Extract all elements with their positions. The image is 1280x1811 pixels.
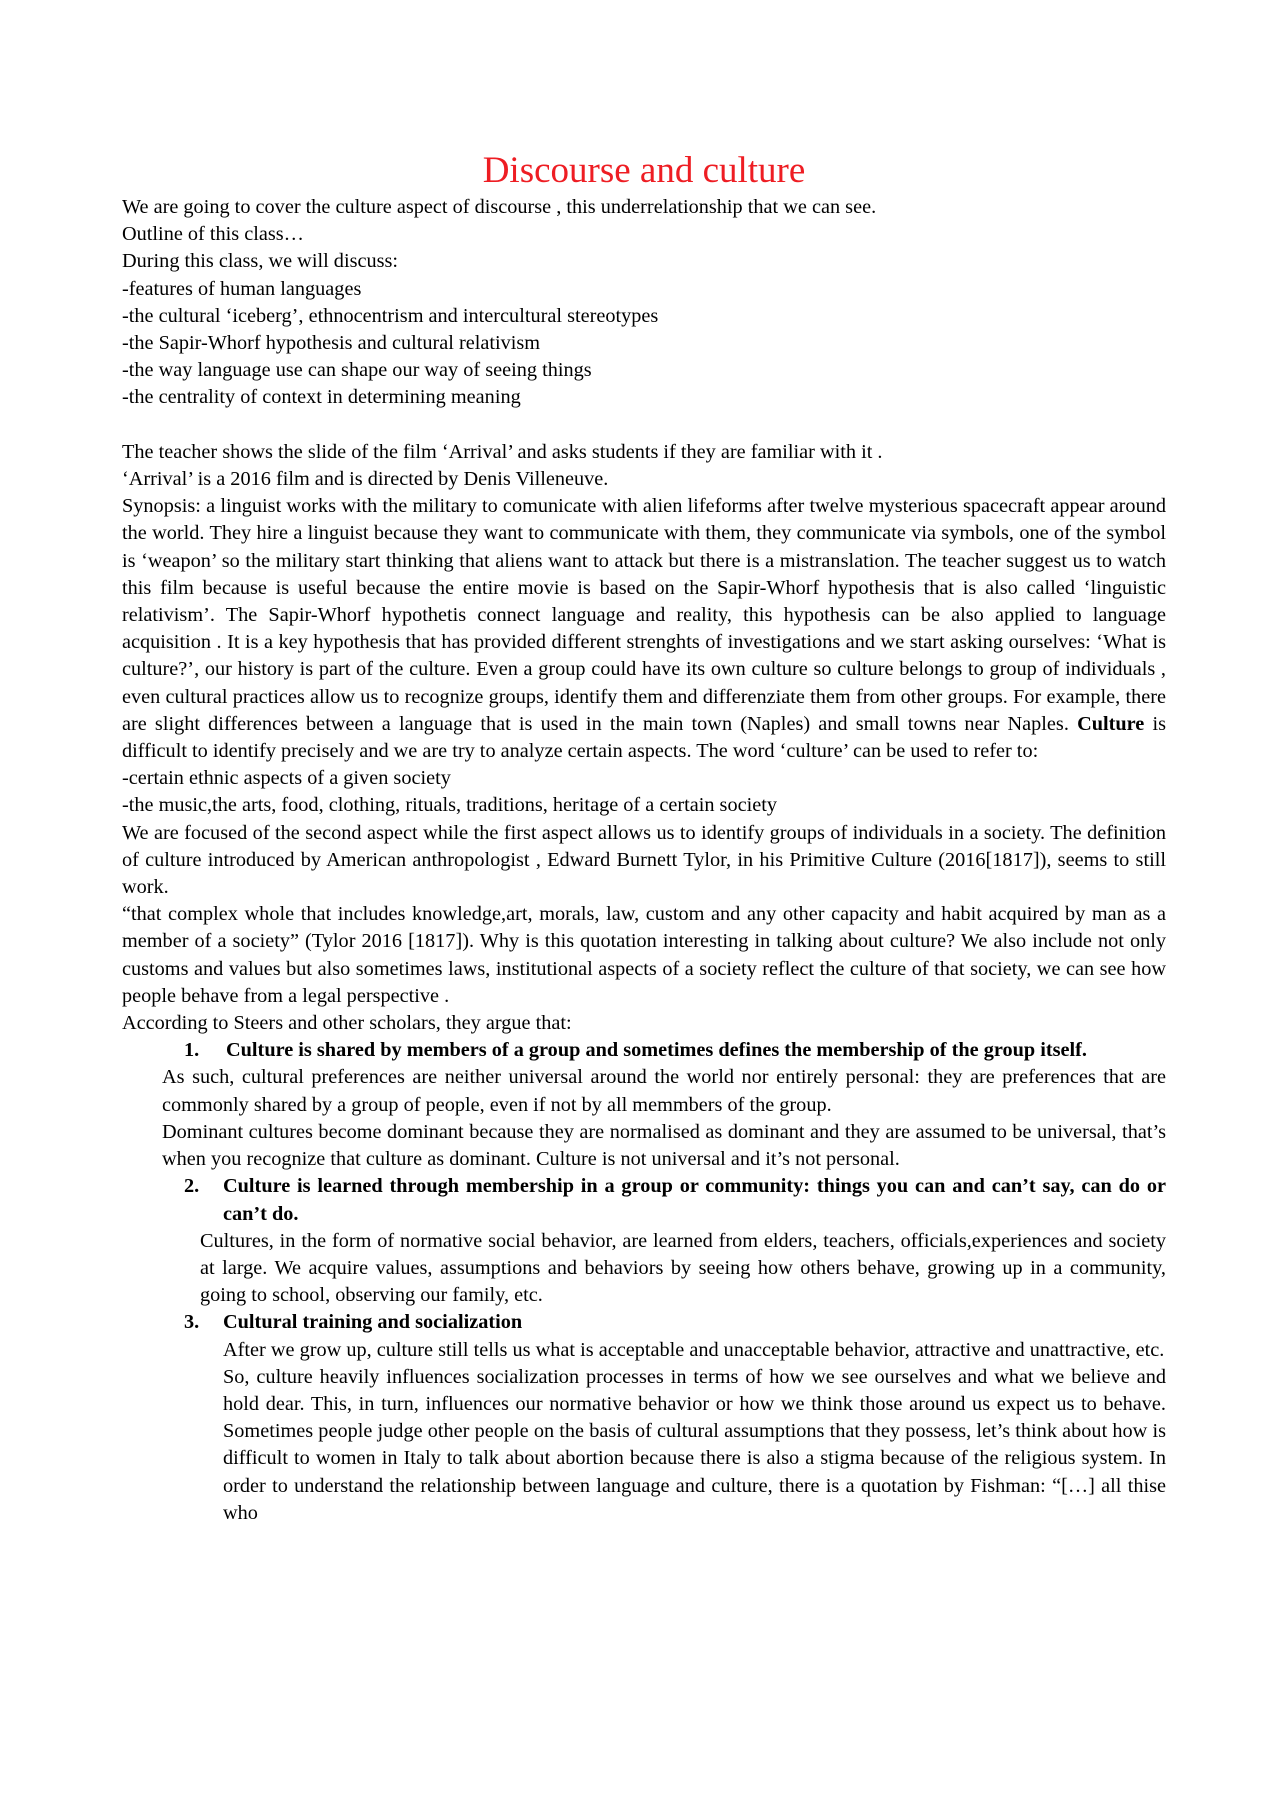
arrival-info-line: ‘Arrival’ is a 2016 film and is directed by Denis Villeneuve.	[122, 468, 609, 491]
culture-bold-term: Culture	[1077, 712, 1145, 735]
outline-bullet: -the cultural ‘iceberg’, ethnocentrism and intercultural stereotypes	[122, 304, 659, 327]
document-title: Discourse and culture	[482, 150, 806, 191]
list-item-paragraph: Dominant cultures become dominant because they are normalised as dominant and they are assumed to be universal, that’s when you recognize that culture as dominant. Culture is not universal and it’s not personal.	[162, 1120, 1166, 1171]
outline-bullet: -the way language use can shape our way of seeing things	[122, 359, 592, 382]
list-item-paragraph: After we grow up, culture still tells us what is acceptable and unacceptable behavior, attractive and unattractive, etc.	[223, 1338, 1165, 1361]
list-number: 2.	[184, 1175, 200, 1198]
tylor-quote-paragraph: “that complex whole that includes knowledge,art, morals, law, custom and any other capacity and habit acquired by man as a member of a society” (Tylor 2016 [1817]). Why is this quotation interesting in talking about culture? We also include not only customs and values but also sometimes laws, institutional aspects of a society reflect the culture of that society, we can see how people behave from a legal perspective .	[122, 903, 1166, 1007]
list-item-paragraph: As such, cultural preferences are neither universal around the world nor entirely personal: they are preferences that are commonly shared by a group of people, even if not by all memmbers of the group.	[162, 1066, 1166, 1116]
outline-bullet: -features of human languages	[122, 277, 362, 300]
discuss-line: During this class, we will discuss:	[122, 250, 399, 273]
list-number: 3.	[184, 1311, 200, 1334]
arrival-line: The teacher shows the slide of the film ‘Arrival’ and asks students if they are familiar with it .	[122, 440, 883, 463]
list-number: 1.	[184, 1039, 200, 1062]
list-item-paragraph: Cultures, in the form of normative social behavior, are learned from elders, teachers, officials,experiences and society at large. We acquire values, assumptions and behaviors by seeing how others behave, growing up in a community, going to school, observing our family, etc.	[200, 1229, 1166, 1307]
tylor-paragraph: We are focused of the second aspect while the first aspect allows us to identify groups of individuals in a society. The definition of culture introduced by American anthropologist , Edward Burnett Tylor, in his Primitive Culture (2016[1817]), seems to still work.	[122, 821, 1166, 899]
list-item-paragraph: So, culture heavily influences socialization processes in terms of how we see ourselves and what we believe and hold dear. This, in turn, influences our normative behavior or how we think those around us expect us to behave. Sometimes people judge other people on the basis of cultural assumptions that they possess, let’s think about how is difficult to women in Italy to talk about abortion because there is also a stigma because of the religious system. In order to understand the relationship between language and culture, there is a quotation by Fishman: “[…] all thise who	[223, 1365, 1166, 1524]
outline-bullet: -the centrality of context in determining meaning	[122, 386, 521, 409]
list-item-3-heading	[122, 1309, 1166, 1336]
list-item-2-heading	[122, 1173, 1166, 1227]
list-heading: Culture is learned through membership in a group or community: things you can and can’t say, can do or can’t do.	[223, 1175, 1166, 1225]
outline-bullet: -the Sapir-Whorf hypothesis and cultural relativism	[122, 332, 541, 355]
list-heading: Culture is shared by members of a group and sometimes defines the membership of the group itself.	[226, 1039, 1088, 1062]
synopsis-text: Synopsis: a linguist works with the military to comunicate with alien lifeforms after twelve mysterious spacecraft appear around the world. They hire a linguist because they want to communicate with them, they communicate via symbols, one of the symbol is ‘weapon’ so the military start thinking that aliens want to attack but there is a mistranslation. The teacher suggest us to watch this film because is useful because the entire movie is based on the Sapir-Whorf hypothesis that is also called ‘linguistic relativism’. The Sapir-Whorf hypothetis connect language and reality, this hypothesis can be also applied to language acquisition . It is a key hypothesis that has provided different strenghts of investigations and we start asking ourselves: ‘What is culture?’, our history is part of the culture. Even a group could have its own culture so culture belongs to group of individuals , even cultural practices allow us to recognize groups, identify them and differenziate them from other groups. For example, there are slight differences between a language that is used in the main town (Naples) and small towns near Naples.	[122, 495, 1166, 735]
synopsis-text-continued: is difficult to identify precisely and we are try to analyze certain aspects. The word ‘culture’ can be used to refer to:	[122, 712, 1166, 763]
blank-line	[122, 412, 1166, 439]
synopsis-paragraph	[122, 493, 1166, 765]
document-page	[122, 148, 1166, 1527]
list-item-1-heading	[122, 1037, 1166, 1064]
culture-ref-line: -the music,the arts, food, clothing, rituals, traditions, heritage of a certain society	[122, 794, 778, 817]
culture-ref-line: -certain ethnic aspects of a given society	[122, 767, 451, 790]
outline-line: Outline of this class…	[122, 223, 304, 246]
list-heading: Cultural training and socialization	[223, 1311, 523, 1334]
intro-line: We are going to cover the culture aspect of discourse , this underrelationship that we can see.	[122, 196, 877, 218]
steers-line: According to Steers and other scholars, they argue that:	[122, 1012, 572, 1035]
